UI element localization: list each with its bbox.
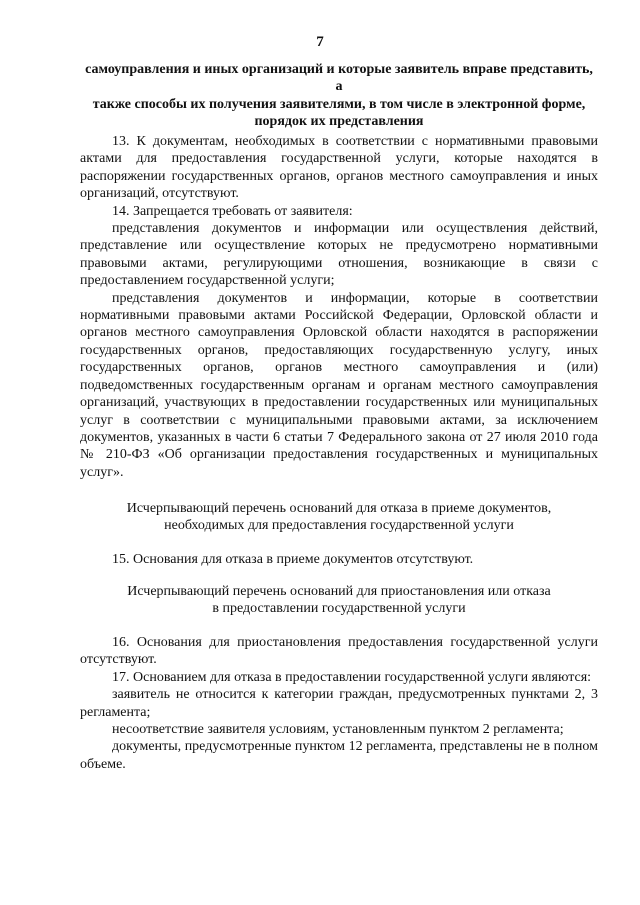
paragraph-item-17-clause-2: несоответствие заявителя условиям, установленным пунктом 2 регламента; <box>112 722 564 738</box>
paragraph-item-16: 16. Основания для приостановления предоставления государственной услуги отсутствуют. <box>80 635 598 668</box>
heading-line: Исчерпывающий перечень оснований для отказа в приеме документов, <box>126 501 552 516</box>
heading-line: Исчерпывающий перечень оснований для приостановления или отказа <box>127 584 551 599</box>
section-heading-documents-methods <box>80 61 598 131</box>
heading-line: необходимых для предоставления государственной услуги <box>164 518 514 534</box>
paragraph-item-17: 17. Основанием для отказа в предоставлении государственной услуги являются: <box>112 669 592 685</box>
page-number: 7 <box>316 34 324 50</box>
paragraph-item-13: 13. К документам, необходимых в соответствии с нормативными правовыми актами для предоставления государственной услуги, которые находятся в распоряжении государственных органов, органов местного самоуправления и иных организаций, отсутствуют. <box>80 134 598 202</box>
body-block-items-13-14 <box>80 133 598 481</box>
heading-line: в предоставлении государственной услуги <box>212 601 466 617</box>
heading-line: порядок их представления <box>254 114 424 130</box>
paragraph-item-17-clause-3: документы, предусмотренные пунктом 12 регламента, представлены не в полном объеме. <box>80 739 598 772</box>
paragraph-item-17-clause-1: заявитель не относится к категории граждан, предусмотренных пунктами 2, 3 регламента; <box>80 687 598 720</box>
body-block-items-16-17 <box>80 634 598 773</box>
heading-line: самоуправления и иных организаций и которые заявитель вправе представить, а <box>85 62 593 95</box>
paragraph-item-14: 14. Запрещается требовать от заявителя: <box>112 203 353 219</box>
heading-line: также способы их получения заявителями, в том числе в электронной форме, <box>92 96 586 112</box>
paragraph-item-14-clause-1: представления документов и информации или осуществления действий, представление или осуществление которых не предусмотрено нормативными правовыми актами, регулирующими отношения, возникающие в связи с предоставлением государственной услуги; <box>80 221 598 289</box>
body-block-item-15 <box>80 551 598 568</box>
section-heading-suspension-refusal <box>80 583 598 618</box>
paragraph-item-14-clause-2: представления документов и информации, которые в соответствии нормативными правовыми актами Российской Федерации, Орловской области и органов местного самоуправления Орловской области находятся в распоряжении государственных органов, предоставляющих государственную услугу, иных государственных органов, органов местного самоуправления и (или) подведомственных государственным органам и органам местного самоуправления организаций, участвующих в предоставлении государственных или муниципальных услуг в соответствии с муниципальными правовыми актами, за исключением документов, указанных в части 6 статьи 7 Федерального закона от 27 июля 2010 года № 210-ФЗ «Об организации предоставления государственных и муниципальных услуг». <box>80 290 598 480</box>
paragraph-item-15: 15. Основания для отказа в приеме документов отсутствуют. <box>112 552 474 567</box>
section-heading-refusal-acceptance <box>80 500 598 535</box>
